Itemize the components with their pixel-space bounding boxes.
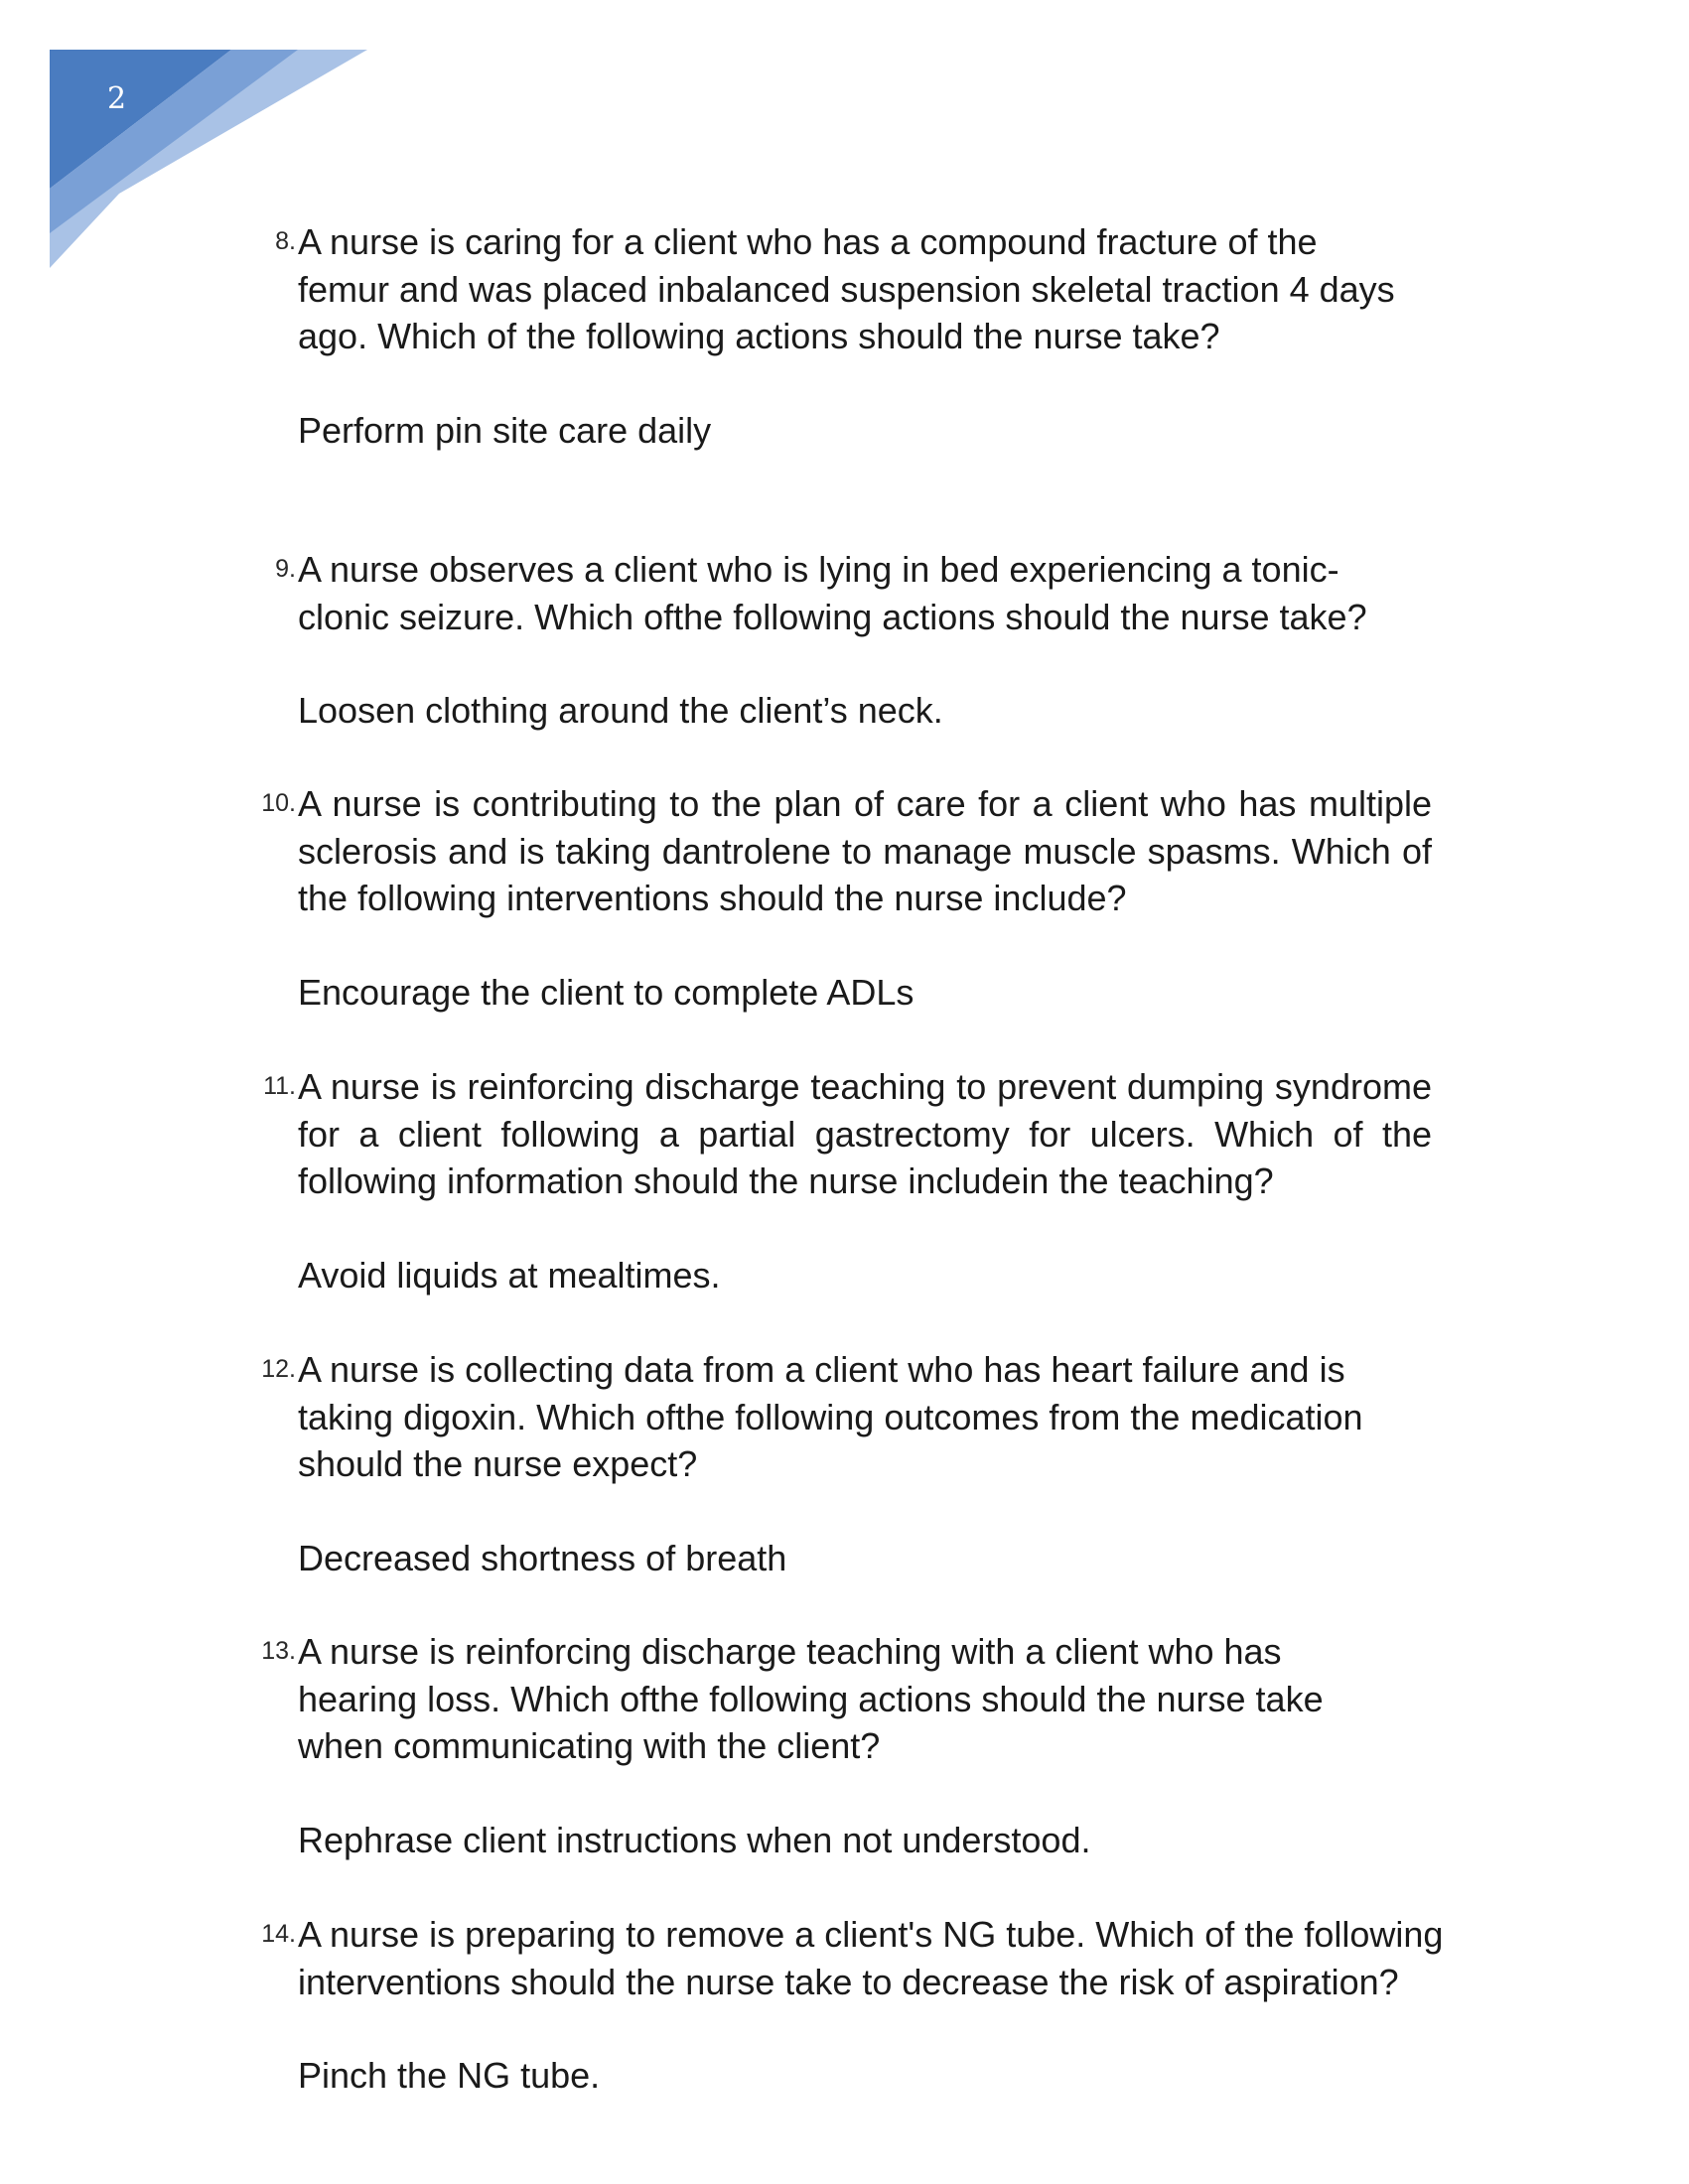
question-text [298,780,1440,922]
question-line: clonic seizure. Which ofthe following actions should the nurse take? [298,596,1367,637]
question-line: A nurse is reinforcing discharge teaching to prevent dumping syndrome [298,1066,1432,1107]
question-line: when communicating with the client? [298,1725,881,1766]
answer-text: Rephrase client instructions when not understood. [298,1820,1091,1860]
question-number: 9. [275,555,296,583]
question-line: for a client following a partial gastrectomy for ulcers. Which of the [298,1113,1432,1155]
page-number: 2 [107,81,127,116]
question-line: ago. Which of the following actions should the nurse take? [298,316,1220,356]
question-line: A nurse is collecting data from a client who has heart failure and is [298,1349,1345,1390]
question-number: 8. [275,227,296,255]
question-line: should the nurse expect? [298,1443,698,1484]
question-text [298,1063,1440,1205]
question-line: taking digoxin. Which ofthe following outcomes from the medication [298,1396,1363,1437]
question-number: 10. [261,789,296,817]
answer-text: Loosen clothing around the client’s neck. [298,690,943,731]
question-text [298,1628,1440,1770]
answer-text: Encourage the client to complete ADLs [298,972,915,1013]
question-line: sclerosis and is taking dantrolene to manage muscle spasms. Which of [298,830,1432,872]
question-line: A nurse is contributing to the plan of care for a client who has multiple [298,783,1432,824]
question-line: A nurse observes a client who is lying in bed experiencing a tonic- [298,549,1339,590]
answer-text: Avoid liquids at mealtimes. [298,1255,721,1296]
question-line: A nurse is reinforcing discharge teaching with a client who has [298,1631,1282,1672]
question-number: 12. [261,1355,296,1383]
question-text [298,1346,1440,1488]
answer-text: Pinch the NG tube. [298,2055,601,2096]
question-number: 14. [261,1920,296,1948]
question-text [298,1911,1444,2005]
question-line: femur and was placed inbalanced suspension skeletal traction 4 days [298,268,1395,310]
question-number: 11. [263,1072,296,1100]
question-line: the following interventions should the nurse include? [298,878,1127,918]
question-line: A nurse is caring for a client who has a compound fracture of the [298,221,1318,262]
answer-text: Perform pin site care daily [298,410,712,451]
question-line: following information should the nurse includein the teaching? [298,1160,1274,1201]
question-line: hearing loss. Which ofthe following actions should the nurse take [298,1678,1324,1719]
question-text [298,546,1440,640]
question-text [298,218,1440,360]
question-number: 13. [261,1637,296,1665]
question-line: A nurse is preparing to remove a client's NG tube. Which of the following [298,1914,1444,1955]
answer-text: Decreased shortness of breath [298,1538,787,1578]
question-line: interventions should the nurse take to decrease the risk of aspiration? [298,1961,1399,2002]
